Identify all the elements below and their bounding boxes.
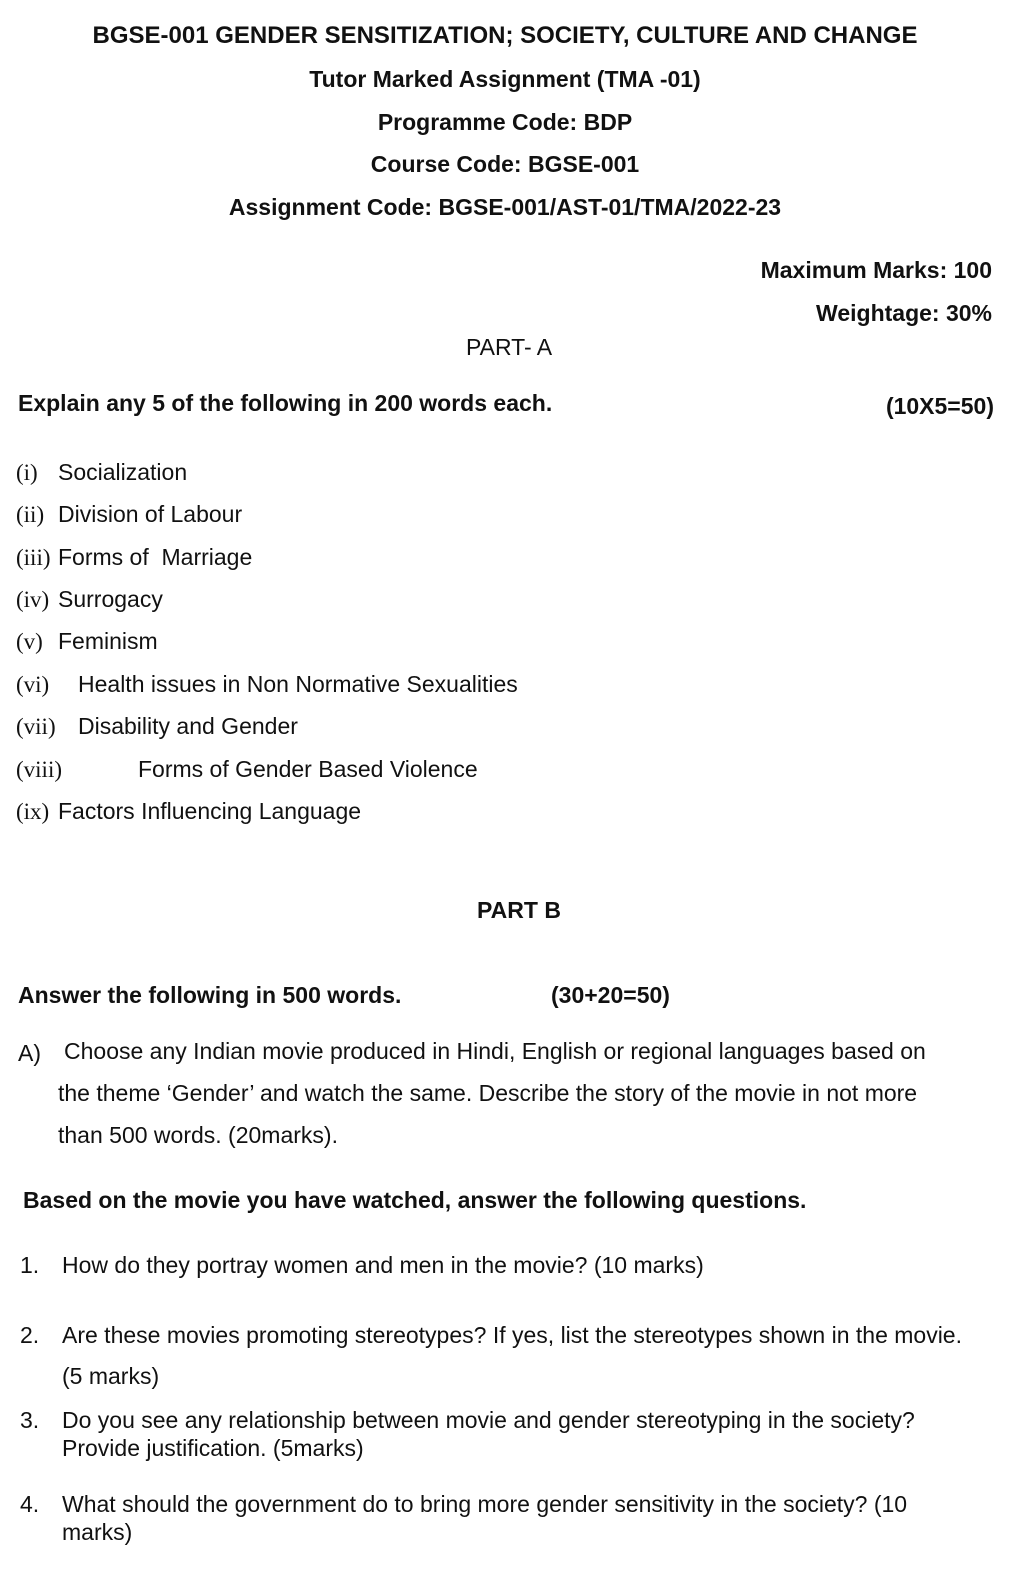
document-title: BGSE-001 GENDER SENSITIZATION; SOCIETY, CULTURE AND CHANGE xyxy=(92,22,918,49)
question-text: marks) xyxy=(62,1519,133,1545)
question-text: Do you see any relationship between movie and gender stereotyping in the society? xyxy=(62,1407,915,1433)
question-number: 4. xyxy=(20,1491,40,1517)
question-item xyxy=(20,1252,1010,1282)
part-a-instruction: Explain any 5 of the following in 200 words each. xyxy=(18,390,553,416)
list-item xyxy=(16,501,242,528)
list-item xyxy=(16,459,187,486)
item-text: Disability and Gender xyxy=(78,713,298,739)
list-item xyxy=(16,586,163,613)
question-item xyxy=(20,1407,1010,1467)
programme-code: Programme Code: BDP xyxy=(377,109,633,135)
question-a-line: than 500 words. (20marks). xyxy=(58,1122,338,1148)
question-number: 3. xyxy=(20,1407,40,1433)
item-number: (iii) xyxy=(16,545,51,570)
item-text: Socialization xyxy=(58,459,188,485)
part-a-marks: (10X5=50) xyxy=(885,393,994,419)
course-code: Course Code: BGSE-001 xyxy=(370,151,640,177)
item-number: (ix) xyxy=(16,799,50,824)
part-b-heading: PART B xyxy=(477,897,561,923)
question-text: What should the government do to bring more gender sensitivity in the society? (10 xyxy=(62,1491,908,1517)
list-item xyxy=(16,798,361,825)
part-a-heading: PART- A xyxy=(466,334,553,360)
list-item xyxy=(16,756,478,783)
item-text: Forms of Gender Based Violence xyxy=(138,756,478,782)
weightage: Weightage: 30% xyxy=(816,300,992,326)
item-number: (ii) xyxy=(16,502,45,527)
item-text: Division of Labour xyxy=(58,501,243,527)
assignment-type: Tutor Marked Assignment (TMA -01) xyxy=(309,66,701,92)
question-text: Are these movies promoting stereotypes? If yes, list the stereotypes shown in the movie. xyxy=(62,1322,962,1348)
part-b-subheading: Based on the movie you have watched, answer the following questions. xyxy=(23,1187,807,1213)
part-b-marks: (30+20=50) xyxy=(551,982,670,1008)
item-text: Health issues in Non Normative Sexualities xyxy=(78,671,518,697)
question-item xyxy=(20,1491,1010,1551)
part-b-instruction: Answer the following in 500 words. xyxy=(18,982,402,1008)
question-text: Provide justification. (5marks) xyxy=(62,1435,364,1461)
question-text: (5 marks) xyxy=(62,1363,160,1389)
question-item xyxy=(20,1322,1010,1392)
item-number: (iv) xyxy=(16,587,50,612)
item-text: Forms of Marriage xyxy=(58,544,253,570)
assignment-code: Assignment Code: BGSE-001/AST-01/TMA/2022-23 xyxy=(228,194,782,220)
question-number: 2. xyxy=(20,1322,40,1348)
list-item xyxy=(16,628,158,655)
question-number: 1. xyxy=(20,1252,40,1278)
maximum-marks: Maximum Marks: 100 xyxy=(760,257,992,283)
question-a-line: the theme ‘Gender’ and watch the same. Describe the story of the movie in not more xyxy=(58,1080,918,1106)
question-text: How do they portray women and men in the movie? (10 marks) xyxy=(62,1252,704,1278)
item-number: (vi) xyxy=(16,672,50,697)
item-number: (v) xyxy=(16,629,43,654)
question-a-line: Choose any Indian movie produced in Hindi, English or regional languages based on xyxy=(64,1038,926,1064)
item-text: Feminism xyxy=(58,628,158,654)
list-item xyxy=(16,713,298,740)
item-number: (i) xyxy=(16,460,38,485)
item-number: (viii) xyxy=(16,757,62,782)
list-item xyxy=(16,544,252,571)
list-item xyxy=(16,671,518,698)
question-a-label: A) xyxy=(18,1040,41,1066)
item-text: Surrogacy xyxy=(58,586,163,612)
item-number: (vii) xyxy=(16,714,56,739)
item-text: Factors Influencing Language xyxy=(58,798,362,824)
